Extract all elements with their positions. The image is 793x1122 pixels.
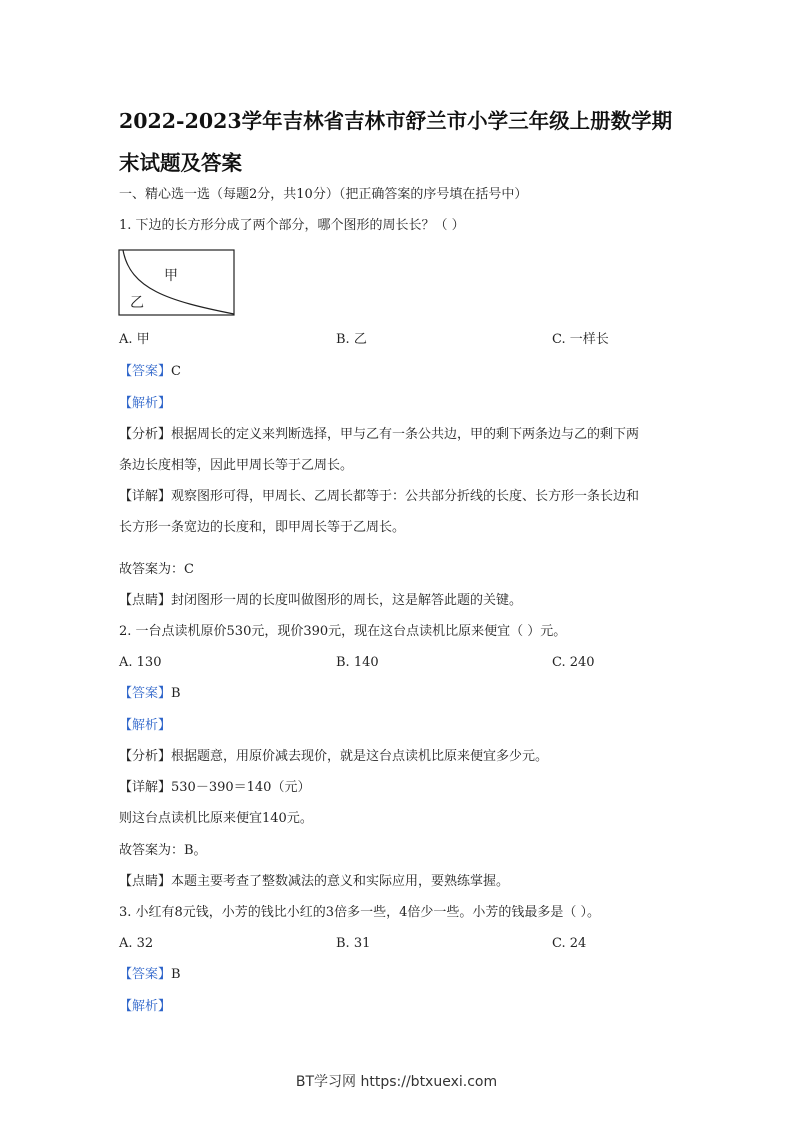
q1-dianjing bbox=[119, 592, 522, 610]
figure-label-yi: 乙 bbox=[130, 295, 144, 311]
q1-option-a: A. 甲 bbox=[119, 332, 150, 347]
xiangjie-tag: 【详解】 bbox=[119, 780, 172, 795]
q1-option-b: B. 乙 bbox=[336, 332, 367, 347]
fenxi-tag: 【分析】 bbox=[119, 427, 172, 442]
q1-xiangjie-line2: 长方形一条宽边的长度和，即甲周长等于乙周长。 bbox=[119, 520, 406, 535]
q3-option-a: A. 32 bbox=[119, 936, 154, 951]
dianjing-tag: 【点睛】 bbox=[119, 874, 172, 889]
document-title bbox=[119, 100, 679, 184]
footer-site-link[interactable]: BT学习网 https://btxuexi.com bbox=[295, 1074, 498, 1090]
q2-option-a: A. 130 bbox=[119, 655, 162, 670]
analysis-tag: 【解析】 bbox=[119, 718, 172, 733]
q1-rectangle-figure bbox=[118, 249, 236, 317]
q3-answer bbox=[119, 966, 181, 984]
title-line-1: 2022-2023学年吉林省吉林市舒兰市小学三年级上册数学期 bbox=[119, 109, 673, 133]
answer-tag: 【答案】 bbox=[119, 364, 172, 379]
dianjing-text: 本题主要考查了整数减法的意义和实际应用，要熟练掌握。 bbox=[171, 874, 510, 889]
answer-value: B bbox=[171, 967, 181, 982]
q2-fenxi bbox=[119, 748, 548, 766]
fenxi-text: 根据周长的定义来判断选择，甲与乙有一条公共边，甲的剩下两条边与乙的剩下两 bbox=[171, 427, 640, 442]
q3-option-c: C. 24 bbox=[552, 936, 587, 951]
q2-answer bbox=[119, 685, 181, 703]
fenxi-text: 根据题意，用原价减去现价，就是这台点读机比原来便宜多少元。 bbox=[171, 749, 549, 764]
q1-xiangjie bbox=[119, 488, 639, 506]
q2-option-b: B. 140 bbox=[336, 655, 379, 670]
fenxi-tag: 【分析】 bbox=[119, 749, 172, 764]
q2-analysis-tag bbox=[119, 717, 171, 735]
q1-answer bbox=[119, 363, 181, 381]
xiangjie-text: 530－390＝140（元） bbox=[171, 780, 311, 795]
dianjing-tag: 【点睛】 bbox=[119, 593, 172, 608]
answer-tag: 【答案】 bbox=[119, 967, 172, 982]
q1-option-c: C. 一样长 bbox=[552, 332, 609, 347]
q2-xiangjie bbox=[119, 779, 310, 797]
analysis-tag: 【解析】 bbox=[119, 999, 172, 1014]
q1-stem: 1. 下边的长方形分成了两个部分，哪个图形的周长长？（ ） bbox=[119, 218, 465, 233]
xiangjie-text: 观察图形可得，甲周长、乙周长都等于：公共部分折线的长度、长方形一条长边和 bbox=[171, 489, 640, 504]
q2-option-c: C. 240 bbox=[552, 655, 595, 670]
answer-tag: 【答案】 bbox=[119, 686, 172, 701]
q1-conclusion: 故答案为：C bbox=[119, 562, 194, 577]
section-header: 一、精心选一选（每题2分，共10分）（把正确答案的序号填在括号中） bbox=[119, 187, 528, 202]
q3-option-b: B. 31 bbox=[336, 936, 371, 951]
title-line-2: 末试题及答案 bbox=[119, 151, 242, 175]
q3-analysis-tag bbox=[119, 998, 171, 1016]
q1-analysis-tag bbox=[119, 395, 171, 413]
q2-stem: 2. 一台点读机原价530元，现价390元，现在这台点读机比原来便宜（ ）元。 bbox=[119, 624, 567, 639]
answer-value: B bbox=[171, 686, 181, 701]
xiangjie-tag: 【详解】 bbox=[119, 489, 172, 504]
figure-label-jia: 甲 bbox=[164, 268, 178, 284]
q2-dianjing bbox=[119, 873, 509, 891]
q1-fenxi-line2: 条边长度相等，因此甲周长等于乙周长。 bbox=[119, 458, 354, 473]
analysis-tag: 【解析】 bbox=[119, 396, 172, 411]
answer-value: C bbox=[171, 364, 181, 379]
dianjing-text: 封闭图形一周的长度叫做图形的周长，这是解答此题的关键。 bbox=[171, 593, 523, 608]
q1-fenxi bbox=[119, 426, 639, 444]
q2-conclusion: 故答案为：B。 bbox=[119, 843, 207, 858]
q2-then-text: 则这台点读机比原来便宜140元。 bbox=[119, 811, 313, 826]
q3-stem: 3. 小红有8元钱，小芳的钱比小红的3倍多一些，4倍少一些。小芳的钱最多是（ ）。 bbox=[119, 905, 600, 920]
